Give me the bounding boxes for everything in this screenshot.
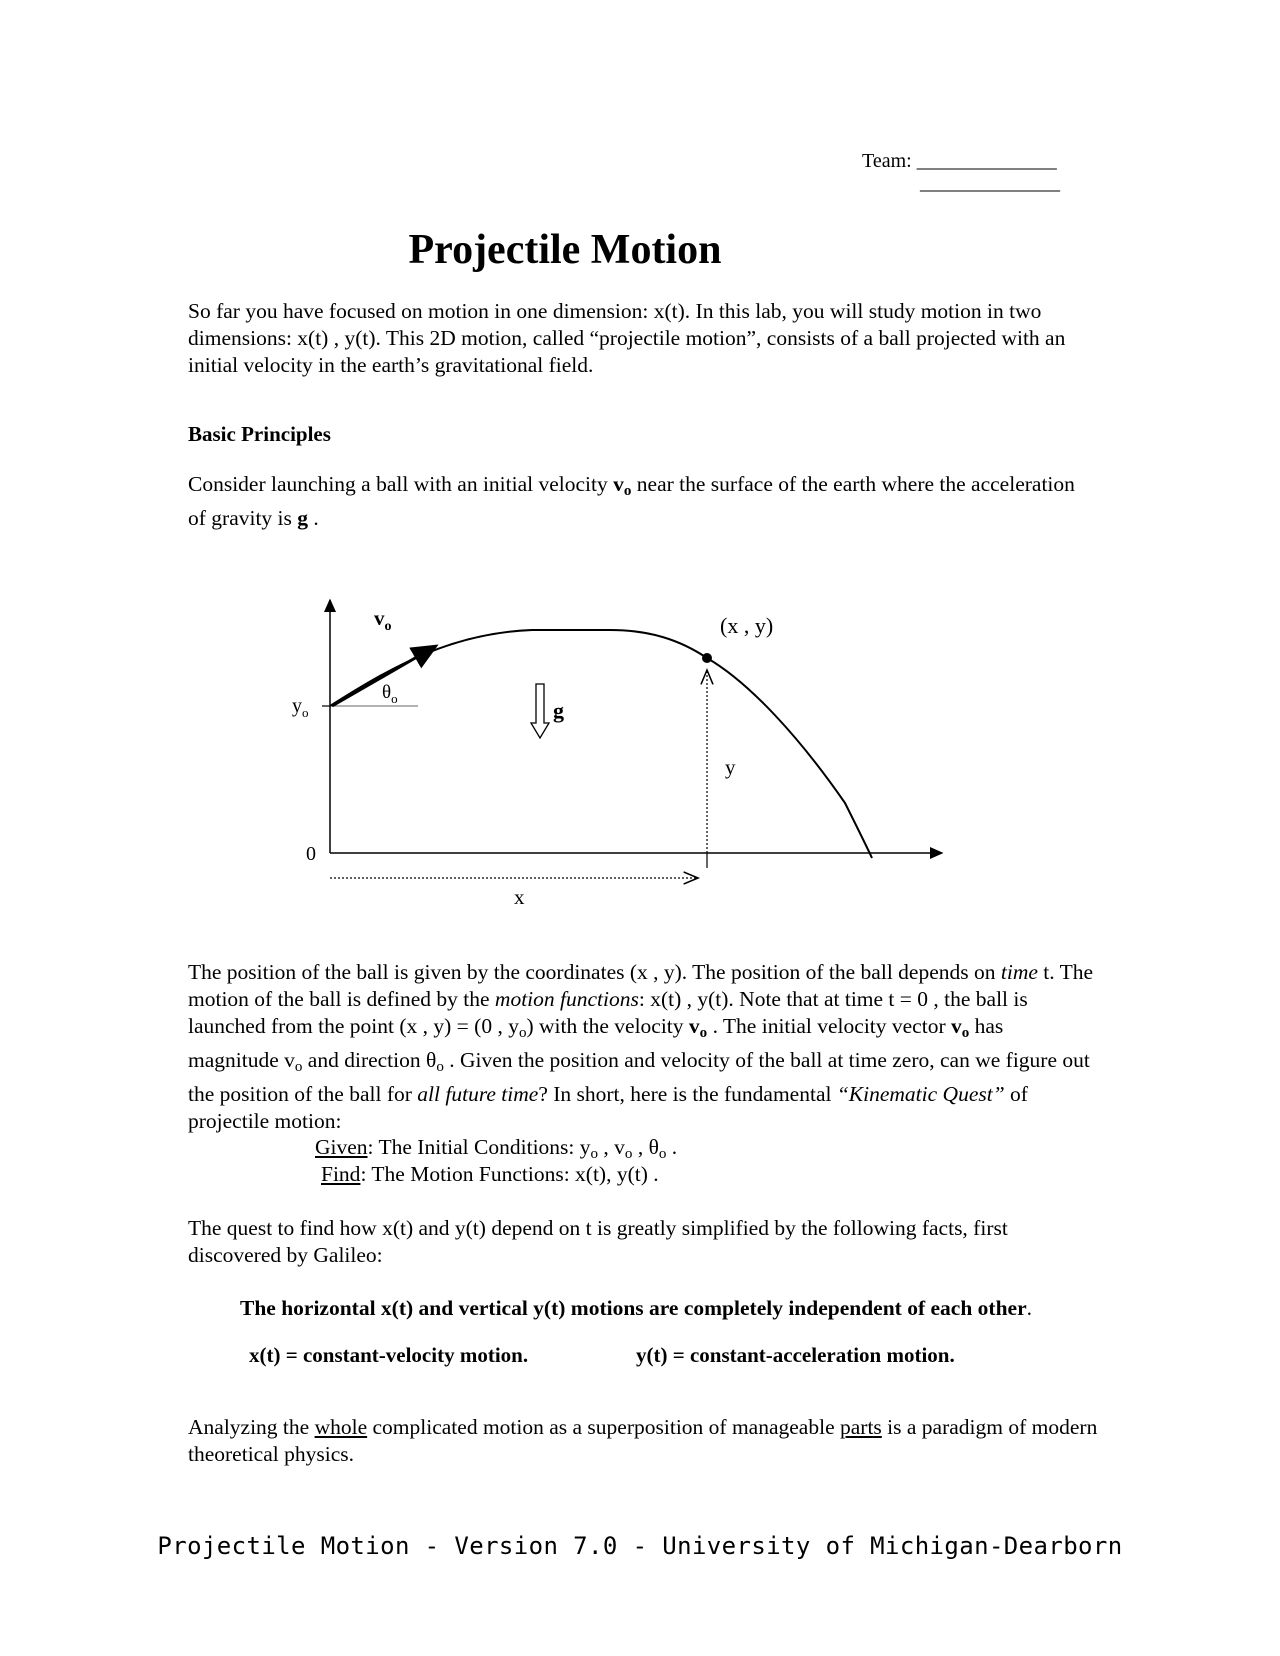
all-future-italic: all future time bbox=[417, 1081, 539, 1106]
text-fragment: The horizontal x(t) and vertical y(t) motions are completely independent of each other bbox=[239, 1296, 1027, 1320]
text-fragment: of projectile motion: bbox=[188, 1081, 1028, 1133]
position-paragraph bbox=[188, 959, 1098, 1135]
text-fragment: . bbox=[1026, 1296, 1032, 1320]
trajectory-curve bbox=[330, 630, 872, 858]
text-fragment: . Given the position and velocity of the ball at time zero, can we figure out the position of the ball for bbox=[188, 1047, 1090, 1106]
y0-main: y bbox=[292, 695, 302, 717]
kinematic-quest-italic: “Kinematic Quest” bbox=[836, 1081, 1005, 1106]
quest-paragraph: The quest to find how x(t) and y(t) depend on t is greatly simplified by the following facts, first discovered by Galileo: bbox=[188, 1216, 1008, 1267]
text-fragment: : The Motion Functions: x(t), y(t) . bbox=[360, 1162, 659, 1186]
text-fragment: : x(t) , y(t). Note that at time t = 0 , the ball is launched from the point (x , y) = (0 , y bbox=[188, 987, 1028, 1038]
origin-label: 0 bbox=[306, 843, 316, 865]
section-heading: Basic Principles bbox=[188, 422, 331, 446]
text-fragment: , θ bbox=[632, 1135, 659, 1159]
subscript: o bbox=[624, 1145, 633, 1162]
text-fragment: ) with the velocity bbox=[526, 1014, 689, 1038]
text-fragment: : The Initial Conditions: y bbox=[367, 1135, 591, 1159]
v0-label-main: v bbox=[374, 606, 385, 630]
g-label: g bbox=[553, 698, 564, 723]
page-footer: Projectile Motion - Version 7.0 - University of Michigan-Dearborn bbox=[157, 1532, 1123, 1560]
text-fragment: complicated motion as a superposition of manageable bbox=[367, 1415, 840, 1439]
subscript: o bbox=[518, 1024, 527, 1041]
independence-statement bbox=[0, 1296, 1276, 1321]
ball-point bbox=[702, 653, 712, 663]
principles-paragraph bbox=[188, 471, 1098, 532]
theta-main: θ bbox=[382, 682, 392, 703]
page-title: Projectile Motion bbox=[408, 227, 722, 273]
text-fragment: , v bbox=[598, 1135, 625, 1159]
parts-underlined: parts bbox=[840, 1415, 882, 1439]
text-fragment: near the surface of the earth where the acceleration of gravity is bbox=[188, 472, 1075, 530]
projectile-diagram bbox=[270, 588, 960, 918]
find-label: Find bbox=[321, 1162, 361, 1186]
subscript: o bbox=[436, 1058, 444, 1075]
subscript: o bbox=[699, 1024, 708, 1041]
text-fragment: and direction θ bbox=[302, 1047, 437, 1072]
v0-label-sub: o bbox=[384, 619, 392, 634]
v-symbol: v bbox=[688, 1014, 700, 1038]
text-fragment: . bbox=[308, 505, 319, 530]
subscript: o bbox=[590, 1145, 599, 1162]
v0-symbol: v bbox=[613, 472, 624, 496]
find-line bbox=[321, 1161, 659, 1188]
intro-paragraph: So far you have focused on motion in one dimension: x(t). In this lab, you will study motion in two dimensions: x(t) , y(t). This 2D motion, called “projectile motion”, consists of a ball projected with an initial velocity in the earth’s gravitational field. bbox=[188, 299, 1066, 377]
g-arrow bbox=[531, 684, 549, 738]
team-line-2: ______________ bbox=[920, 172, 1060, 194]
text-fragment: is a paradigm of modern theoretical physics. bbox=[188, 1415, 1098, 1466]
y-label: y bbox=[725, 755, 736, 779]
theta-sub: o bbox=[391, 691, 398, 706]
text-fragment: The position of the ball is given by the coordinates (x , y). The position of the ball depends on bbox=[188, 960, 1001, 984]
closing-paragraph bbox=[188, 1414, 1098, 1468]
whole-underlined: whole bbox=[314, 1415, 368, 1439]
text-fragment: . The initial velocity vector bbox=[707, 1014, 951, 1038]
y0-label bbox=[292, 695, 309, 720]
g-symbol: g bbox=[297, 505, 309, 530]
subscript: o bbox=[961, 1024, 970, 1041]
text-fragment: ? In short, here is the fundamental bbox=[538, 1081, 837, 1106]
v0-label bbox=[374, 606, 392, 634]
text-fragment: . bbox=[666, 1135, 678, 1159]
motion-functions-italic: motion functions bbox=[494, 987, 639, 1011]
given-label: Given bbox=[315, 1135, 368, 1159]
time-italic: time bbox=[1000, 960, 1038, 984]
v0-subscript: o bbox=[623, 482, 632, 499]
subscript: o bbox=[294, 1058, 303, 1075]
text-fragment: has magnitude v bbox=[188, 1014, 1004, 1072]
point-label: (x , y) bbox=[720, 613, 774, 638]
x-label: x bbox=[514, 885, 525, 909]
text-fragment: Consider launching a ball with an initial velocity bbox=[188, 472, 614, 496]
y-equation: y(t) = constant-acceleration motion. bbox=[636, 1343, 955, 1367]
theta-label bbox=[382, 682, 398, 706]
text-fragment: t. The motion of the ball is defined by the bbox=[188, 960, 1094, 1011]
text-fragment: Analyzing the bbox=[188, 1415, 315, 1439]
x-equation: x(t) = constant-velocity motion. bbox=[249, 1343, 529, 1367]
subscript: o bbox=[658, 1145, 667, 1162]
v-symbol: v bbox=[950, 1014, 962, 1038]
y0-sub: o bbox=[302, 705, 309, 720]
team-label: Team: ______________ bbox=[862, 150, 1057, 172]
